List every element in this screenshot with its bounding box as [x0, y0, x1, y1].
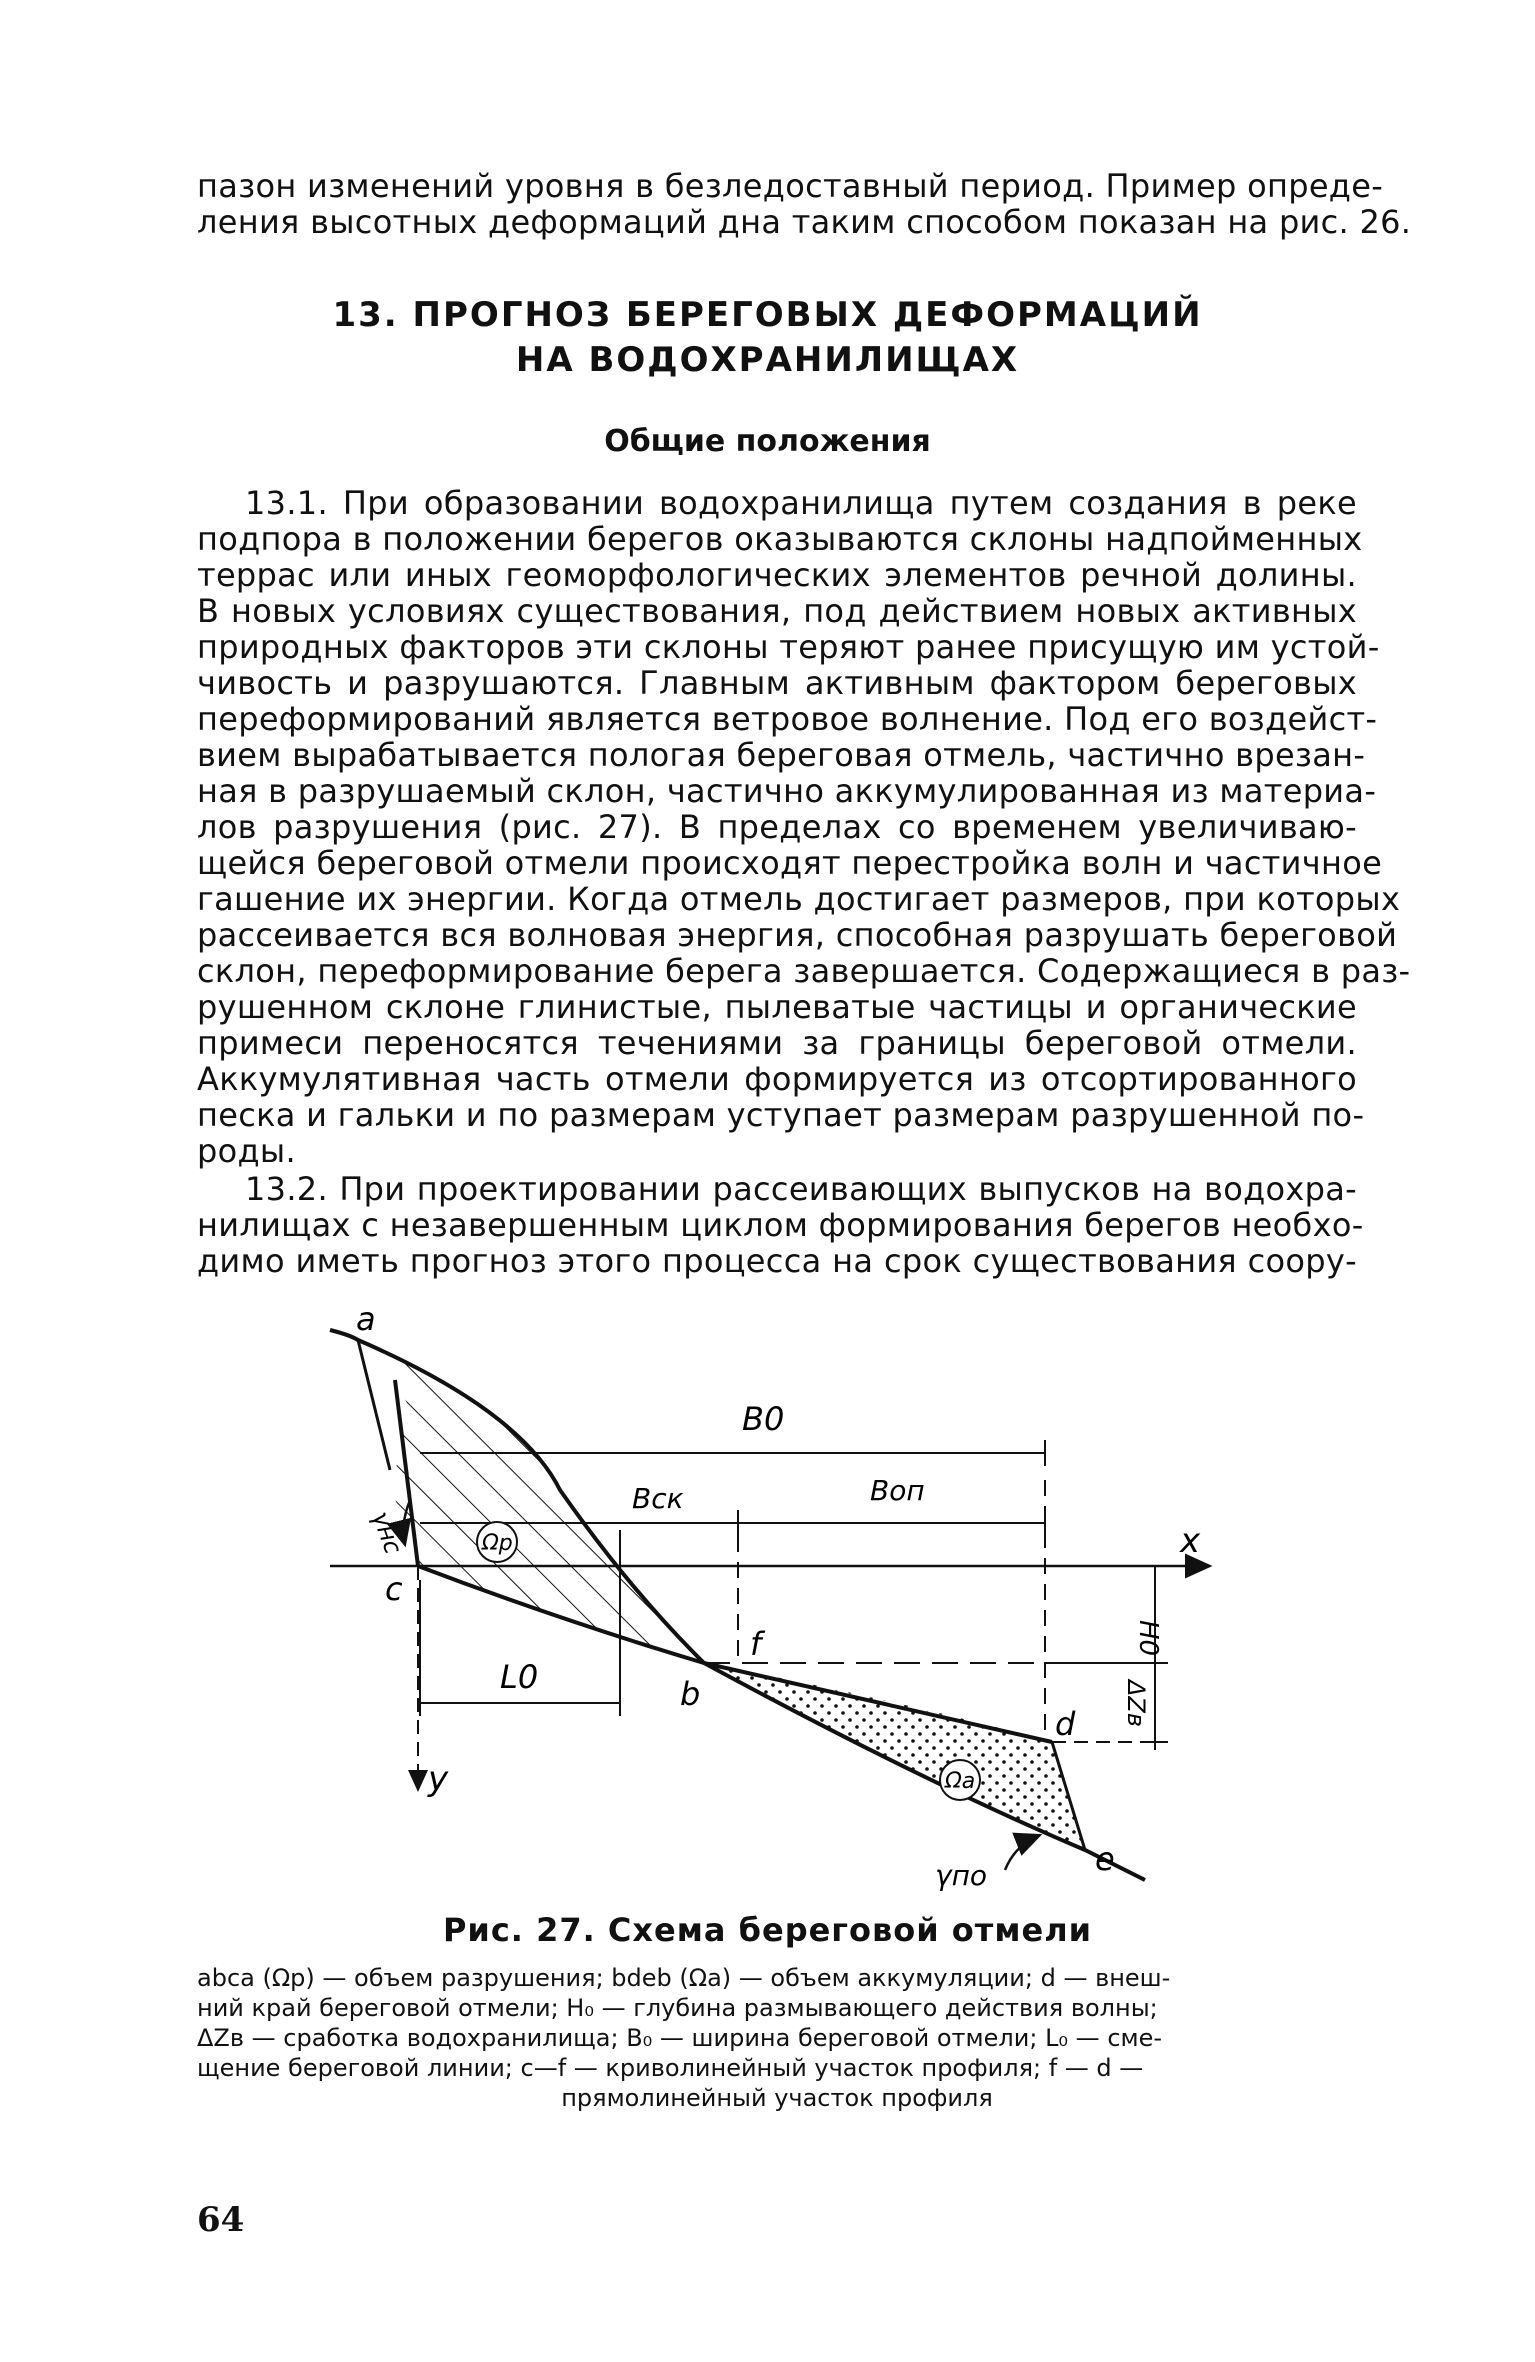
label-b0: B0	[742, 1400, 785, 1438]
p1-line-15: рушенном склоне глинистые, пылеватые частицы и органические	[197, 988, 1357, 1026]
label-l0: L0	[500, 1658, 539, 1696]
label-d: d	[1055, 1705, 1076, 1743]
label-bon: Bоп	[870, 1474, 925, 1507]
section-heading-line-1: 13. ПРОГНОЗ БЕРЕГОВЫХ ДЕФОРМАЦИЙ	[332, 295, 1203, 335]
p1-line-10: лов разрушения (рис. 27). В пределах со временем увеличиваю-	[197, 808, 1357, 846]
p1-line-3: террас или иных геоморфологических элементов речной долины.	[197, 556, 1357, 594]
section-subheading: Общие положения	[604, 424, 931, 459]
label-h0: H0	[1133, 1620, 1163, 1657]
p1-line-2: подпора в положении берегов оказываются склоны надпойменных	[197, 520, 1363, 558]
label-bck: Bск	[632, 1482, 684, 1515]
p1-line-16: примеси переносятся течениями за границы береговой отмели.	[197, 1024, 1357, 1062]
label-gamma-nc: γнс	[366, 1507, 408, 1558]
figure-caption-title: Рис. 27. Схема береговой отмели	[442, 1911, 1093, 1949]
section-heading-line-2: НА ВОДОХРАНИЛИЩАХ	[515, 340, 1020, 380]
figure-caption-line-3: ΔZв — сработка водохранилища; B₀ — ширина береговой отмели; L₀ — сме-	[197, 2024, 1163, 2052]
p2-line-3: димо иметь прогноз этого процесса на срок существования соору-	[197, 1242, 1357, 1280]
label-c: c	[385, 1570, 403, 1608]
figure-caption-line-4: щение береговой линии; c—f — криволинейный участок профиля; f — d —	[197, 2054, 1144, 2082]
label-omega-a: Ωа	[945, 1769, 976, 1794]
page-number: 64	[197, 2200, 245, 2240]
label-omega-p: Ωр	[482, 1531, 513, 1556]
figure-caption-line-1: abca (Ωр) — объем разрушения; bdeb (Ωа) — объем аккумуляции; d — внеш-	[197, 1964, 1171, 1992]
label-b: b	[680, 1675, 701, 1713]
label-f: f	[750, 1625, 762, 1663]
p1-line-9: ная в разрушаемый склон, частично аккумулированная из материа-	[197, 772, 1377, 810]
gamma-no-arc	[1005, 1835, 1040, 1870]
accumulation-volume-area	[704, 1663, 1085, 1850]
p2-line-1: 13.2. При проектировании рассеивающих выпусков на водохра-	[245, 1170, 1357, 1208]
figure-27-diagram	[0, 1290, 1535, 1910]
p1-line-4: В новых условиях существования, под действием новых активных	[197, 592, 1357, 630]
p1-line-18: песка и гальки и по размерам уступает размерам разрушенной по-	[197, 1096, 1365, 1134]
figure-caption-line-2: ний край береговой отмели; H₀ — глубина размывающего действия волны;	[197, 1994, 1158, 2022]
intro-line-2: ления высотных деформаций дна таким способом показан на рис. 26.	[197, 203, 1412, 241]
p1-line-12: гашение их энергии. Когда отмель достигает размеров, при которых	[197, 880, 1401, 918]
p1-line-7: переформирований является ветровое волнение. Под его воздейст-	[197, 700, 1378, 738]
label-gamma-no: γпо	[935, 1859, 988, 1892]
label-dzb: ΔZв	[1122, 1680, 1150, 1728]
label-a: a	[356, 1300, 376, 1338]
p1-line-5: природных факторов эти склоны теряют ранее присущую им устой-	[197, 628, 1380, 666]
p1-line-6: чивость и разрушаются. Главным активным фактором береговых	[197, 664, 1357, 702]
label-x: x	[1180, 1521, 1201, 1561]
label-e: e	[1095, 1840, 1115, 1878]
p1-line-8: вием вырабатывается пологая береговая отмель, частично врезан-	[197, 736, 1366, 774]
figure-caption-line-5: прямолинейный участок профиля	[561, 2084, 993, 2112]
p1-line-14: склон, переформирование берега завершается. Содержащиеся в раз-	[197, 952, 1411, 990]
p1-line-1: 13.1. При образовании водохранилища путем создания в реке	[245, 484, 1357, 522]
p1-line-13: рассеивается вся волновая энергия, способная разрушать береговой	[197, 916, 1398, 954]
p1-line-19: роды.	[197, 1132, 296, 1170]
p1-line-11: щейся береговой отмели происходят перестройка волн и частичное	[197, 844, 1383, 882]
label-y: y	[428, 1759, 449, 1799]
p2-line-2: нилищах с незавершенным циклом формирования берегов необхо-	[197, 1206, 1364, 1244]
intro-line-1: пазон изменений уровня в безледоставный период. Пример опреде-	[197, 167, 1384, 205]
p1-line-17: Аккумулятивная часть отмели формируется из отсортированного	[197, 1060, 1357, 1098]
